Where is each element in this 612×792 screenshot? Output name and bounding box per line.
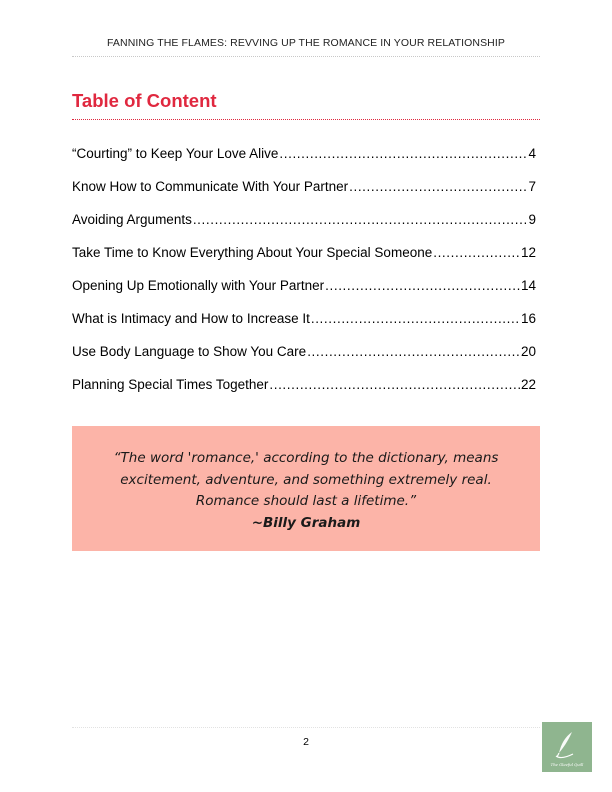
toc-entry-page: 4 bbox=[528, 146, 536, 161]
toc-entry-page: 14 bbox=[520, 278, 536, 293]
toc-dot-leader bbox=[433, 242, 520, 264]
toc-entry-title: “Courting” to Keep Your Love Alive bbox=[72, 146, 279, 161]
page-number: 2 bbox=[303, 736, 309, 748]
footer-divider bbox=[72, 727, 540, 728]
toc-entry-page: 20 bbox=[520, 344, 536, 359]
toc-entry[interactable] bbox=[72, 143, 536, 176]
toc-entry-page: 9 bbox=[528, 212, 536, 227]
toc-entry-page: 7 bbox=[528, 179, 536, 194]
toc-dot-leader bbox=[269, 374, 520, 396]
toc-entry-title: Take Time to Know Everything About Your Special Someone bbox=[72, 245, 433, 260]
toc-entry[interactable] bbox=[72, 341, 536, 374]
toc-entry[interactable] bbox=[72, 308, 536, 341]
toc-entry-title: Use Body Language to Show You Care bbox=[72, 344, 307, 359]
toc-entry[interactable] bbox=[72, 242, 536, 275]
quote-line: Romance should last a lifetime.” bbox=[195, 493, 417, 509]
toc-entry-title: Opening Up Emotionally with Your Partner bbox=[72, 278, 325, 293]
toc-dot-leader bbox=[349, 176, 527, 198]
toc-entry[interactable] bbox=[72, 275, 536, 308]
quote-text bbox=[72, 448, 540, 534]
quote-box bbox=[72, 426, 540, 551]
toc-entry-title: Avoiding Arguments bbox=[72, 212, 192, 227]
quote-line: excitement, adventure, and something extremely real. bbox=[120, 471, 492, 488]
title-divider bbox=[72, 119, 540, 120]
toc-entry-title: Planning Special Times Together bbox=[72, 377, 269, 392]
toc-list bbox=[72, 143, 536, 407]
quote-line: “The word 'romance,' according to the dictionary, means bbox=[113, 450, 499, 466]
page-title: Table of Content bbox=[72, 90, 217, 111]
toc-entry[interactable] bbox=[72, 209, 536, 242]
publisher-logo bbox=[542, 722, 592, 772]
toc-dot-leader bbox=[311, 308, 520, 330]
toc-entry[interactable] bbox=[72, 374, 536, 407]
toc-entry[interactable] bbox=[72, 176, 536, 209]
toc-entry-page: 12 bbox=[520, 245, 536, 260]
toc-dot-leader bbox=[279, 143, 527, 165]
quote-author: ~Billy Graham bbox=[251, 514, 361, 531]
quill-icon bbox=[542, 722, 592, 772]
toc-entry-title: What is Intimacy and How to Increase It bbox=[72, 311, 310, 326]
toc-entry-page: 22 bbox=[520, 377, 536, 392]
header-divider bbox=[72, 56, 540, 57]
toc-dot-leader bbox=[307, 341, 520, 363]
toc-entry-title: Know How to Communicate With Your Partner bbox=[72, 179, 349, 194]
toc-entry-page: 16 bbox=[520, 311, 536, 326]
logo-text: The Gleeful Quill bbox=[550, 762, 584, 767]
running-header: FANNING THE FLAMES: REVVING UP THE ROMANCE IN YOUR RELATIONSHIP bbox=[107, 37, 505, 49]
toc-dot-leader bbox=[325, 275, 520, 297]
toc-dot-leader bbox=[193, 209, 528, 231]
